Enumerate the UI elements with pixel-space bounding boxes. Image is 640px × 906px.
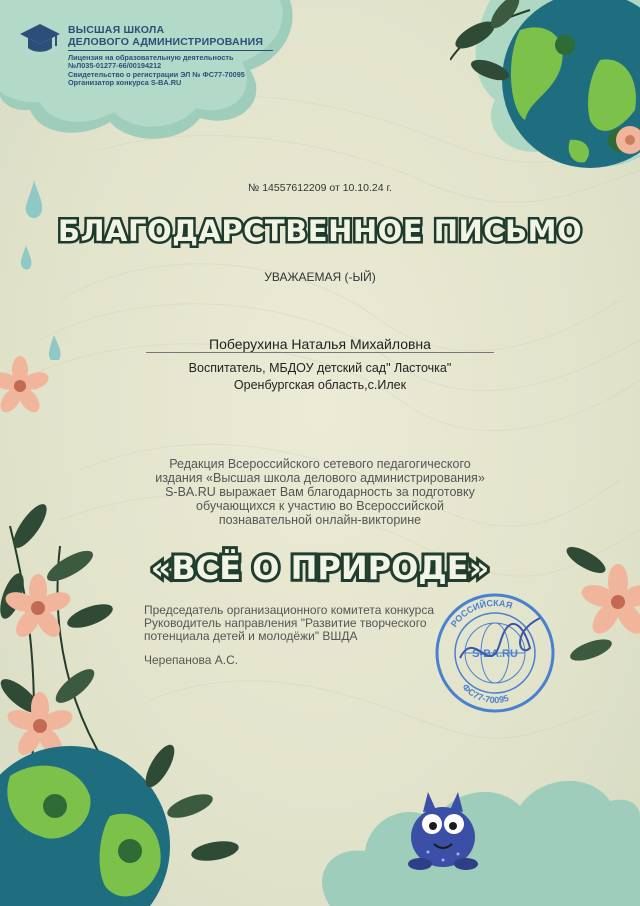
body-line: обучающихся к участию во Всероссийской [196,499,444,513]
stamp-ring-bottom: ФС77-70095 [460,681,510,706]
registration-text: Свидетельство о регистрации ЭЛ № ФС77-70095 [68,69,245,79]
stamp-ring-top: РОССИЙСКАЯ [448,597,514,629]
body-line: S-BA.RU выражает Вам благодарность за подготовку [165,485,475,499]
position-line: Воспитатель, МБДОУ детский сад" Ласточка" [188,361,452,375]
chair-name: Черепанова А.С. [144,653,239,667]
location-line: Оренбургская область,с.Илек [233,378,407,392]
logo-title-line2: ДЕЛОВОГО АДМИНИСТРИРОВАНИЯ [68,36,264,48]
logo-license-info [68,54,245,88]
logo-title [68,24,263,48]
contest-name: «ВСЁ О ПРИРОДЕ» [150,549,490,587]
organizer-text: Организатор конкурса S-BA.RU [68,78,182,88]
recipient-name: Поберухина Наталья Михайловна [209,336,431,352]
greeting: УВАЖАЕМАЯ (-ЫЙ) [264,270,376,284]
license-text: Лицензия на образовательную деятельность [68,53,234,62]
recipient-position [0,360,640,394]
svg-text:ФС77-70095 [460,682,509,705]
stamp-center-text: S-BA.RU [472,648,518,660]
chair-title-line: потенциала детей и молодёжи" ВШДА [144,629,358,643]
top-right-globe [450,0,640,190]
body-line: Редакция Всероссийского сетевого педагогического [169,457,471,471]
monster-mascot-icon [398,782,488,872]
certificate-number: № 14557612209 от 10.10.24 г. [248,182,392,194]
logo-title-line1: ВЫСШАЯ ШКОЛА [68,24,165,36]
body-line: познавательной онлайн-викторине [218,513,422,527]
gratitude-text [130,457,510,527]
chair-title-line: Руководитель направления "Развитие творческого [144,616,427,630]
graduation-cap-icon [20,22,60,56]
license-number: №Л035-01277-66/00194212 [68,61,162,71]
chair-title-line: Председатель организационного комитета конкурса [144,603,434,617]
name-underline [146,352,494,353]
logo-divider [68,50,273,51]
certificate-title: БЛАГОДАРСТВЕННОЕ ПИСЬМО [57,214,583,248]
body-line: издания «Высшая школа делового администрирования» [155,471,485,485]
official-stamp [430,588,560,718]
